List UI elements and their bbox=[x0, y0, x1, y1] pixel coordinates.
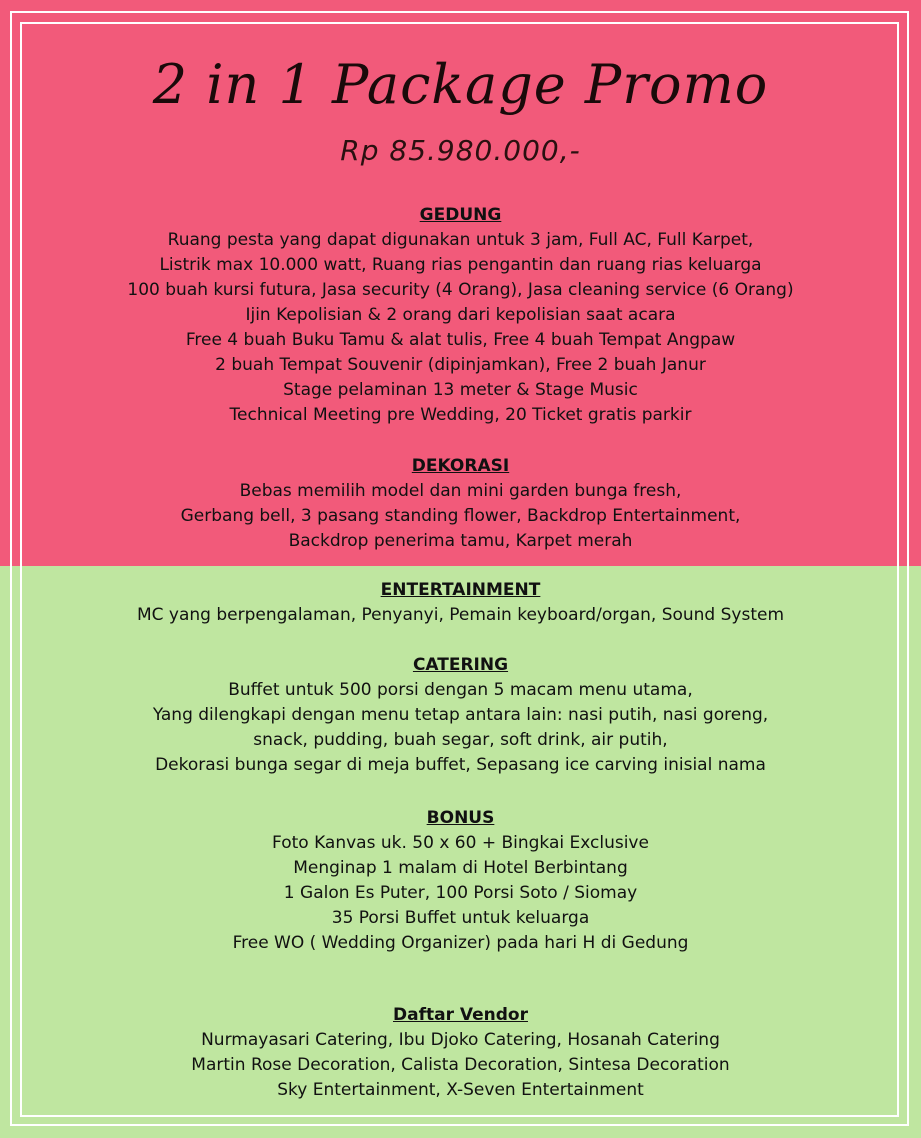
section-heading-entertainment: ENTERTAINMENT bbox=[380, 580, 541, 600]
promo-title: 2 in 1 Package Promo bbox=[152, 53, 769, 116]
catering-line: Dekorasi bunga segar di meja buffet, Sepasang ice carving inisial nama bbox=[155, 755, 766, 775]
entertainment-line: MC yang berpengalaman, Penyanyi, Pemain keyboard/organ, Sound System bbox=[136, 605, 785, 625]
bonus-line: Menginap 1 malam di Hotel Berbintang bbox=[293, 858, 628, 878]
section-heading-catering: CATERING bbox=[412, 655, 509, 675]
bonus-line: 1 Galon Es Puter, 100 Porsi Soto / Siomay bbox=[283, 883, 638, 903]
gedung-line: Stage pelaminan 13 meter & Stage Music bbox=[283, 380, 638, 400]
catering-line: snack, pudding, buah segar, soft drink, air putih, bbox=[253, 730, 668, 750]
bonus-line: 35 Porsi Buffet untuk keluarga bbox=[331, 908, 590, 928]
bonus-line: Foto Kanvas uk. 50 x 60 + Bingkai Exclusive bbox=[272, 833, 649, 853]
section-catering bbox=[0, 653, 921, 778]
catering-line: Buffet untuk 500 porsi dengan 5 macam menu utama, bbox=[228, 680, 693, 700]
section-vendor-list bbox=[0, 1003, 921, 1103]
gedung-line: 100 buah kursi futura, Jasa security (4 Orang), Jasa cleaning service (6 Orang) bbox=[127, 280, 794, 300]
section-bonus bbox=[0, 806, 921, 956]
vendor-line: Martin Rose Decoration, Calista Decoration, Sintesa Decoration bbox=[191, 1055, 730, 1075]
section-entertainment bbox=[0, 578, 921, 628]
section-heading-bonus: BONUS bbox=[426, 808, 495, 828]
catering-line: Yang dilengkapi dengan menu tetap antara lain: nasi putih, nasi goreng, bbox=[152, 705, 769, 725]
gedung-line: Technical Meeting pre Wedding, 20 Ticket gratis parkir bbox=[229, 405, 692, 425]
promo-price: Rp 85.980.000,- bbox=[340, 134, 581, 167]
vendor-line: Sky Entertainment, X-Seven Entertainment bbox=[277, 1080, 644, 1100]
section-gedung bbox=[0, 203, 921, 428]
dekorasi-line: Gerbang bell, 3 pasang standing flower, Backdrop Entertainment, bbox=[180, 506, 741, 526]
gedung-line: Free 4 buah Buku Tamu & alat tulis, Free 4 buah Tempat Angpaw bbox=[185, 330, 736, 350]
dekorasi-line: Bebas memilih model dan mini garden bunga fresh, bbox=[239, 481, 682, 501]
dekorasi-line: Backdrop penerima tamu, Karpet merah bbox=[288, 531, 633, 551]
bonus-line: Free WO ( Wedding Organizer) pada hari H di Gedung bbox=[232, 933, 689, 953]
gedung-line: Listrik max 10.000 watt, Ruang rias pengantin dan ruang rias keluarga bbox=[159, 255, 762, 275]
section-heading-gedung: GEDUNG bbox=[419, 205, 502, 225]
section-dekorasi bbox=[0, 454, 921, 554]
gedung-line: Ruang pesta yang dapat digunakan untuk 3 jam, Full AC, Full Karpet, bbox=[167, 230, 754, 250]
section-heading-dekorasi: DEKORASI bbox=[411, 456, 510, 476]
vendor-line: Nurmayasari Catering, Ibu Djoko Catering, Hosanah Catering bbox=[201, 1030, 720, 1050]
gedung-line: 2 buah Tempat Souvenir (dipinjamkan), Free 2 buah Janur bbox=[215, 355, 706, 375]
gedung-line: Ijin Kepolisian & 2 orang dari kepolisian saat acara bbox=[245, 305, 676, 325]
section-heading-vendor: Daftar Vendor bbox=[393, 1005, 528, 1025]
